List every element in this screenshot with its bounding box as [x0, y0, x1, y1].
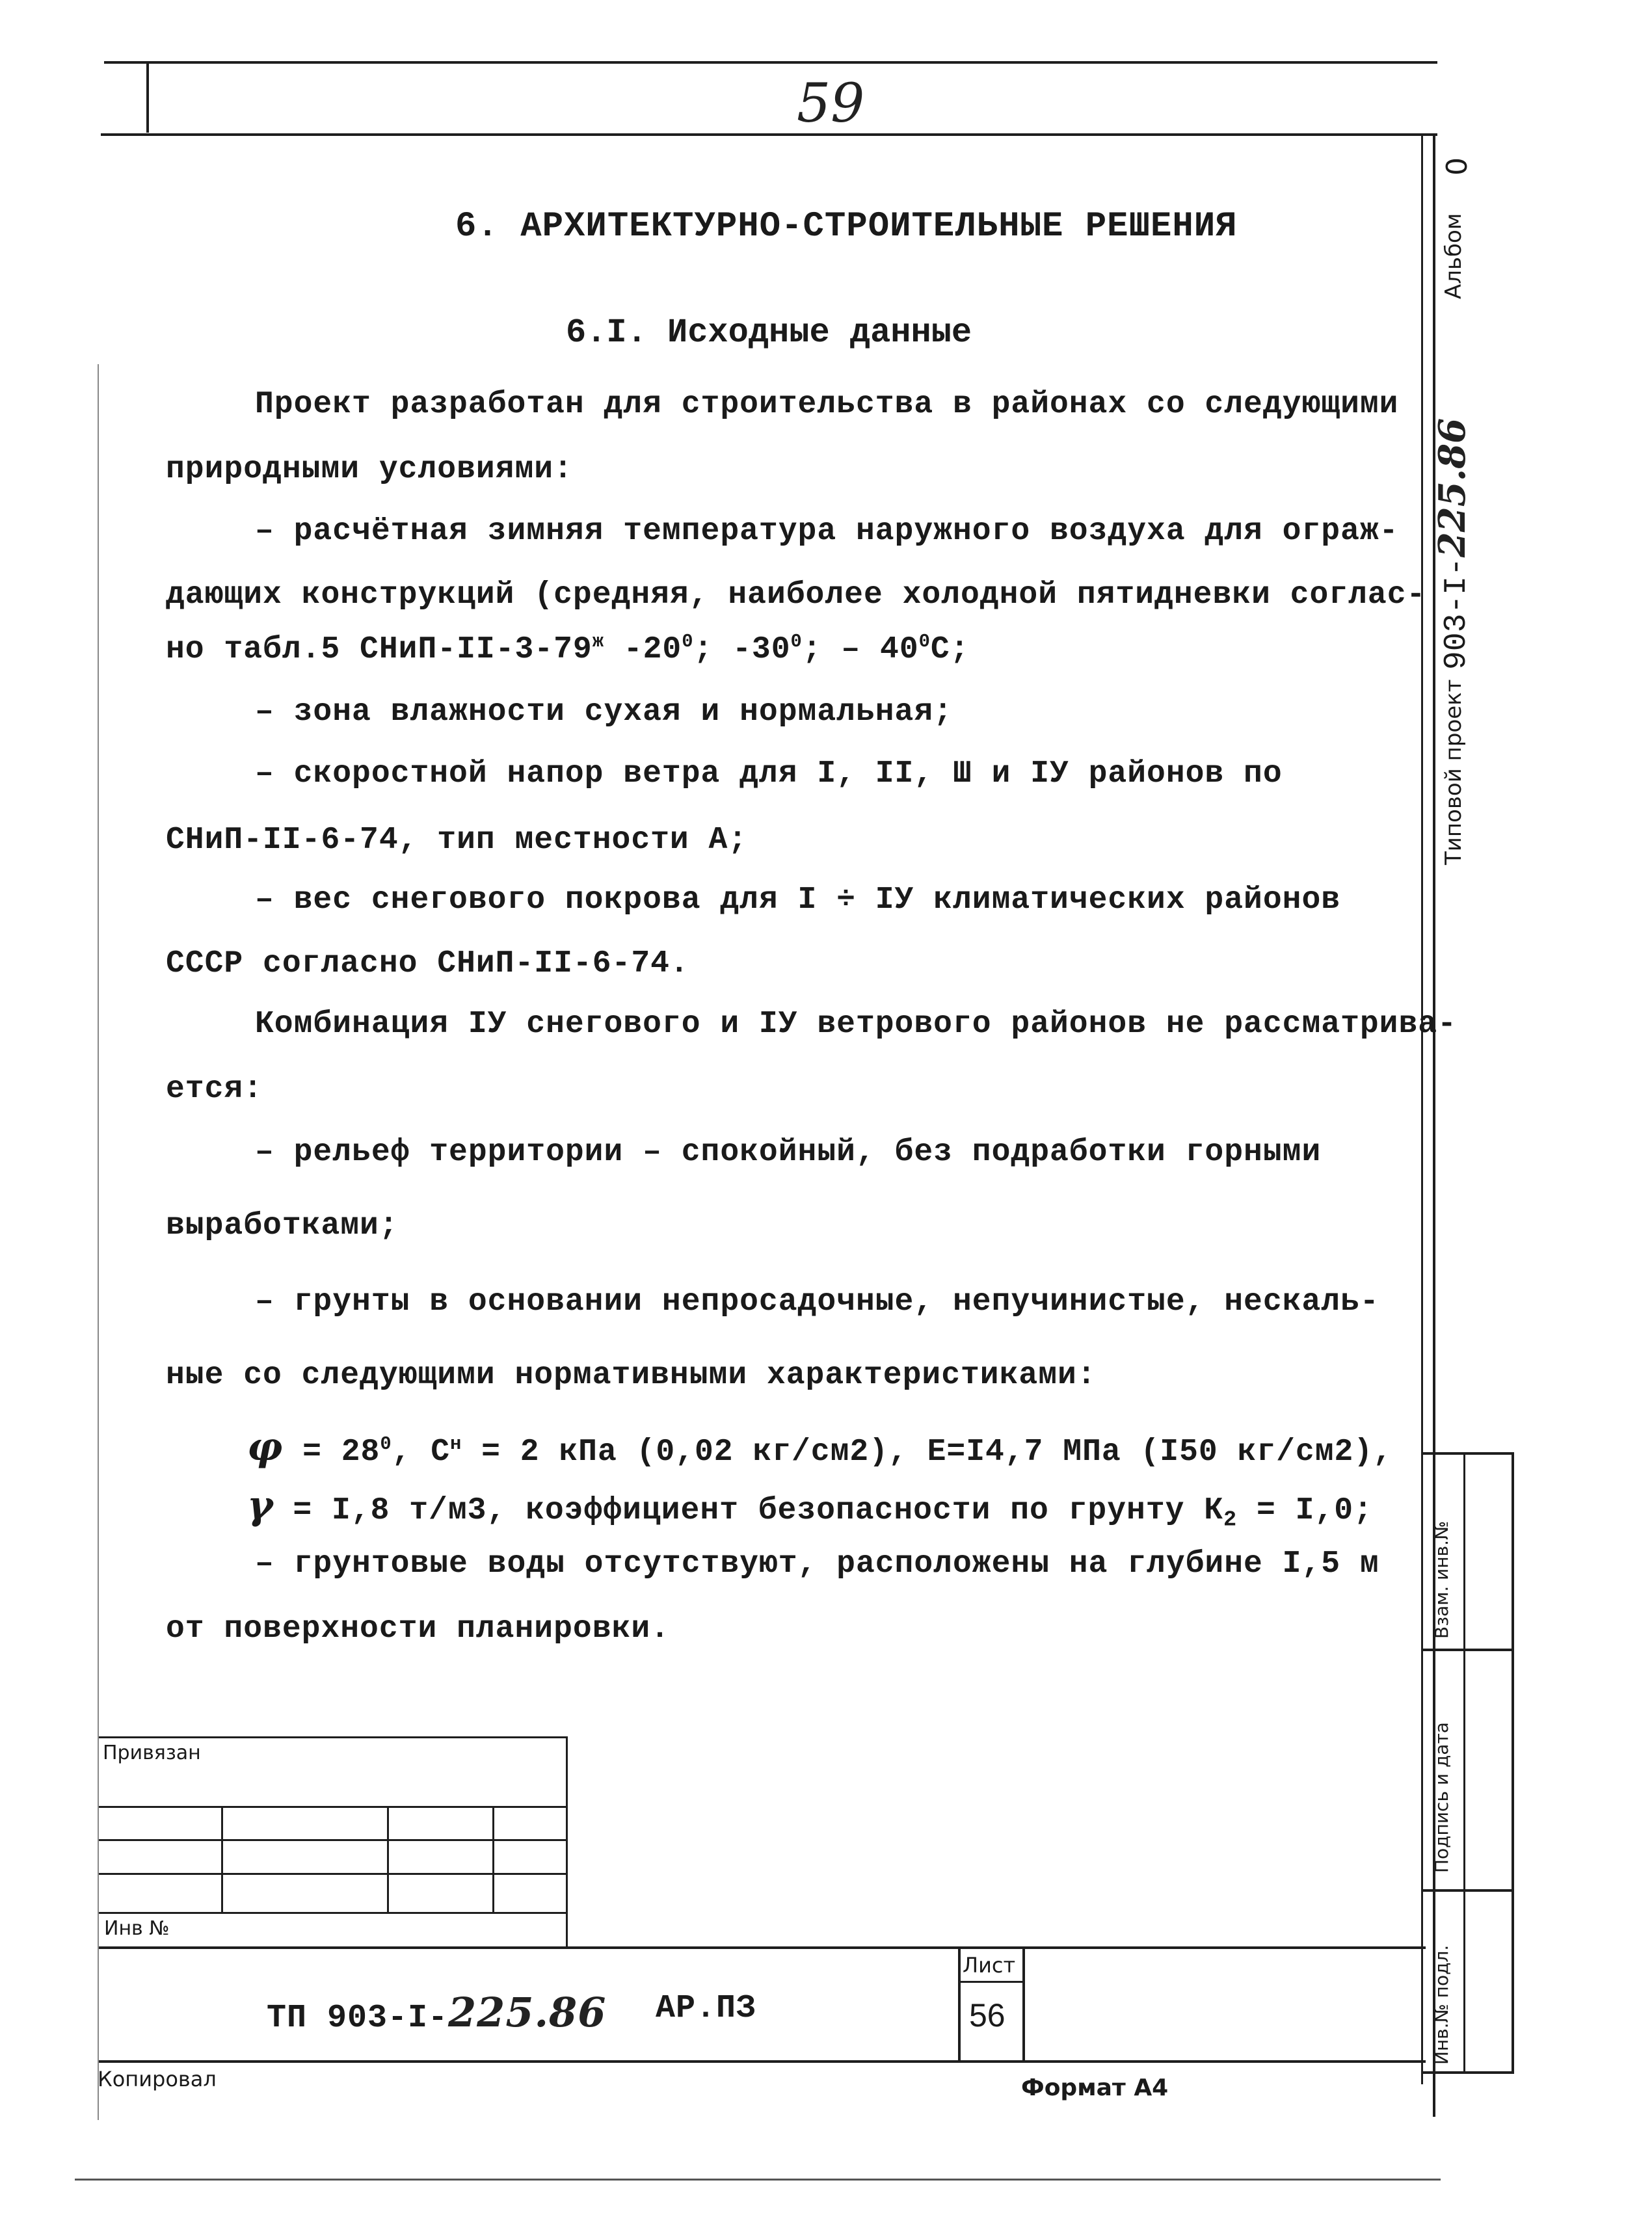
sheet-box-divider: [958, 1981, 1023, 1983]
body-line-12: – рельеф территории – спокойный, без подработки горными: [255, 1135, 1322, 1170]
formula1-c: = 2 кПа (0,02 кг/см2), Е=I4,7 МПа (I50 кг/см2),: [462, 1435, 1392, 1470]
formula1-b: , С: [392, 1435, 451, 1470]
frame-inner-right-line: [1421, 133, 1423, 2084]
privyazan-top-line: [99, 1736, 567, 1738]
sheet-box-right: [1022, 1946, 1025, 2060]
body-line-6: – скоростной напор ветра для I, II, Ш и IУ районов по: [255, 756, 1283, 791]
frame-header-line: [101, 133, 1437, 136]
privyazan-row-1: [99, 1806, 567, 1808]
album-label: Альбом: [1441, 213, 1467, 299]
body-line-9: СССР согласно СНиП-II-6-74.: [166, 946, 689, 981]
privyazan-right-line: [566, 1736, 568, 1948]
privyazan-row-3: [99, 1873, 567, 1875]
frame-left-stub: [146, 61, 149, 133]
sheet-number: 56: [969, 1997, 1006, 2034]
inv-label: Инв №: [104, 1917, 170, 1940]
privyazan-col-3: [492, 1806, 494, 1912]
phi-symbol: φ: [247, 1424, 284, 1470]
gamma-symbol: γ: [247, 1483, 274, 1528]
frame-bottom-line: [75, 2179, 1441, 2181]
body-line-7: СНиП-II-6-74, тип местности А;: [166, 823, 748, 858]
formula1-c-sup: н: [450, 1433, 462, 1455]
stamp-right-line: [1512, 1452, 1514, 2073]
stamp-inv-podl-label: Инв.№ подл.: [1431, 1944, 1452, 2065]
body-line-temperature: [166, 632, 970, 667]
project-label: Типовой проект: [1441, 679, 1467, 865]
sheet-label: Лист: [963, 1953, 1016, 1978]
format-label: Формат А4: [1021, 2075, 1169, 2101]
sheet-box-left: [958, 1946, 961, 2060]
stamp-divider-1: [1423, 1649, 1514, 1651]
body-line-15: ные со следующими нормативными характеристиками:: [166, 1358, 1097, 1393]
formula-line-1: [247, 1424, 1392, 1470]
temp-value-3: ; – 40: [802, 632, 919, 667]
stamp-bottom-line: [1423, 2071, 1514, 2074]
body-line-14: – грунты в основании непросадочные, непучинистые, нескаль-: [255, 1284, 1379, 1320]
degree-3: 0: [918, 631, 931, 652]
degree-2: 0: [790, 631, 803, 652]
frame-top-line: [104, 61, 1437, 64]
degree-1: 0: [682, 631, 694, 652]
privyazan-row-2: [99, 1839, 567, 1841]
body-line-10: Комбинация IУ снегового и IУ ветрового районов не рассматрива-: [255, 1007, 1457, 1042]
project-code: [1431, 418, 1474, 670]
body-line-17: от поверхности планировки.: [166, 1611, 670, 1647]
section-title: 6. АРХИТЕКТУРНО-СТРОИТЕЛЬНЫЕ РЕШЕНИЯ: [455, 207, 1238, 246]
body-line-8: – вес снегового покрова для I ÷ IУ климатических районов: [255, 882, 1341, 918]
body-line-5: – зона влажности сухая и нормальная;: [255, 695, 953, 730]
project-code-print: 903-I-: [1439, 557, 1474, 670]
doc-code: [267, 1989, 606, 2037]
stamp-vzam-label: Взам. инв.№: [1431, 1520, 1452, 1639]
temp-star: ж: [592, 631, 604, 652]
body-line-4: дающих конструкций (средняя, наиболее холодной пятидневки соглас-: [166, 577, 1426, 613]
temp-value-1: -20: [604, 632, 682, 667]
title-block-bottom-line: [99, 2060, 1426, 2063]
doc-code-hand: 225.86: [448, 1989, 607, 2036]
body-line-2: природными условиями:: [166, 452, 573, 487]
subsection-title: 6.I. Исходные данные: [566, 313, 972, 352]
stamp-mid-line: [1463, 1452, 1465, 2073]
body-line-1: Проект разработан для строительства в районах со следующими: [255, 387, 1399, 422]
doc-code-print: ТП 903-I-: [267, 2000, 449, 2037]
stamp-podpis-label: Подпись и дата: [1431, 1722, 1452, 1873]
formula2-k-sub: 2: [1223, 1507, 1238, 1533]
formula-line-2: [247, 1483, 1373, 1533]
title-block-top-line: [99, 1946, 1426, 1949]
temp-value-2: ; -30: [693, 632, 791, 667]
handwritten-page-number: 59: [797, 73, 865, 135]
body-line-16: – грунтовые воды отсутствуют, расположены на глубине I,5 м: [255, 1546, 1379, 1582]
body-line-3: – расчётная зимняя температура наружного воздуха для ограж-: [255, 514, 1399, 549]
privyazan-col-2: [387, 1806, 389, 1912]
body-line-13: выработками;: [166, 1208, 399, 1243]
stamp-top-line: [1423, 1452, 1514, 1455]
doc-suffix: АР.ПЗ: [656, 1990, 757, 2027]
body-line-11: ется:: [166, 1072, 263, 1107]
stamp-divider-2: [1423, 1889, 1514, 1892]
formula2-a: = I,8 т/м3, коэффициент безопасности по грунту К: [273, 1493, 1224, 1528]
temp-suffix: С;: [930, 632, 970, 667]
privyazan-col-1: [221, 1806, 223, 1912]
formula1-degree: 0: [380, 1433, 392, 1455]
formula2-b: = I,0;: [1237, 1493, 1373, 1528]
album-value: 0: [1441, 157, 1474, 176]
formula1-a: = 28: [283, 1435, 380, 1470]
privyazan-row-4: [99, 1912, 567, 1914]
copied-label: Копировал: [98, 2067, 217, 2091]
privyazan-label: Привязан: [103, 1742, 201, 1764]
temp-prefix: но табл.5 СНиП-II-3-79: [166, 632, 593, 667]
project-code-hand: 225.86: [1431, 418, 1474, 558]
frame-left-line: [98, 364, 99, 2120]
